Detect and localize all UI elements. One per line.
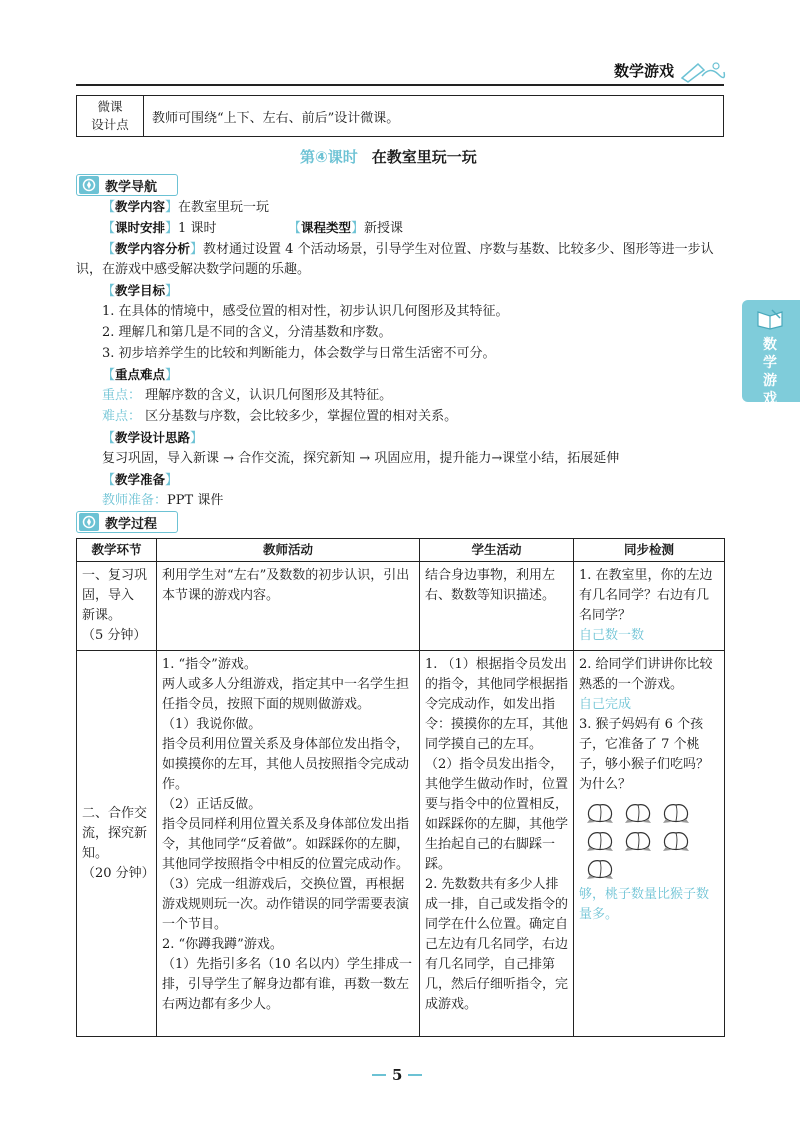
page-number bbox=[372, 1066, 422, 1084]
stage-line: （20 分钟） bbox=[82, 865, 155, 881]
micro-lesson-label bbox=[77, 96, 144, 136]
content-tag: 教学内容 bbox=[115, 199, 166, 214]
check-answer: 自己数一数 bbox=[579, 628, 645, 643]
guide-schedule: 【课时安排】1 课时 bbox=[102, 220, 217, 236]
type-tag: 课程类型 bbox=[301, 220, 352, 235]
stage-line: 二、合作交 bbox=[82, 805, 148, 821]
goal-item: 2. 理解几和第几是不同的含义，分清基数和序数。 bbox=[102, 325, 392, 340]
schedule-tag: 课时安排 bbox=[115, 220, 166, 235]
check-cell bbox=[574, 651, 725, 1037]
stage-line: 流，探究新 bbox=[82, 825, 148, 841]
teacher-text: （2）正话反做。 bbox=[162, 797, 262, 812]
lesson-name: 在教室里玩一玩 bbox=[371, 148, 477, 166]
student-cell bbox=[420, 651, 574, 1037]
guide-type: 【课程类型】新授课 bbox=[288, 220, 404, 236]
footer-dash bbox=[408, 1074, 422, 1076]
guide-prep bbox=[102, 490, 223, 511]
check-text: 1. 在教室里，你的左边有几名同学？右边有几名同学？ bbox=[579, 568, 713, 623]
table-header-cell: 学生活动 bbox=[420, 539, 574, 562]
design-tag: 教学设计思路 bbox=[115, 430, 191, 445]
stage-line: 新课。 bbox=[82, 608, 122, 623]
micro-label-line1: 微课 bbox=[97, 99, 123, 114]
stage-line: 知。 bbox=[82, 845, 109, 861]
schedule-text: 1 课时 bbox=[178, 221, 217, 236]
stage-cell bbox=[77, 651, 157, 1037]
guide-key-point bbox=[102, 385, 392, 406]
guide-analysis-line2: 识，在游戏中感受解决数学问题的乐趣。 bbox=[76, 262, 311, 277]
content-text: 在教室里玩一玩 bbox=[178, 200, 270, 215]
section-process-heading bbox=[76, 512, 178, 532]
compass-icon bbox=[79, 513, 99, 531]
hard-label: 难点： bbox=[102, 409, 142, 424]
lesson-number: 第④课时 bbox=[300, 148, 358, 166]
goal-item: 1. 在具体的情境中，感受位置的相对性，初步认识几何图形及其特征。 bbox=[102, 304, 509, 319]
student-cell bbox=[420, 562, 574, 651]
peach-icon bbox=[585, 801, 615, 825]
teacher-text: （1）先指引多名（10 名以内）学生排成一排，引导学生了解身边都有谁，再数一数左右两边都有多少人。 bbox=[162, 957, 412, 1012]
student-text: 2. 先数数共有多少人排成一排，自己或发指令的同学在什么位置。确定自己左边有几名同学，右边有几名同学，自己排第几，然后仔细听指令，完成游戏。 bbox=[425, 877, 569, 1012]
teacher-text: 指令员同样利用位置关系及身体部位发出指令，其他同学“反着做”。如踩踩你的左脚，其他同学按照指令中相反的位置完成动作。 bbox=[162, 817, 410, 872]
pencil-doodle-icon bbox=[680, 58, 726, 84]
stage-line: （5 分钟） bbox=[82, 628, 147, 643]
section-guide-title: 教学导航 bbox=[105, 179, 158, 195]
prep-text: PPT 课件 bbox=[167, 493, 224, 508]
guide-prep-heading: 【教学准备】 bbox=[102, 472, 179, 488]
teacher-text: 2. “你蹲我蹲”游戏。 bbox=[162, 937, 283, 952]
footer-dash bbox=[372, 1074, 386, 1076]
analysis-tag: 教学内容分析 bbox=[115, 241, 191, 256]
micro-lesson-table bbox=[76, 95, 724, 137]
key-label: 重点： bbox=[102, 388, 142, 403]
key-text: 理解序数的含义，认识几何图形及其特征。 bbox=[145, 388, 393, 403]
section-guide-heading bbox=[76, 175, 178, 195]
compass-icon bbox=[79, 176, 99, 194]
peach-icon bbox=[661, 801, 691, 825]
book-icon bbox=[756, 308, 784, 330]
table-header-cell: 教学环节 bbox=[77, 539, 157, 562]
peach-icon bbox=[585, 829, 615, 853]
table-row bbox=[77, 562, 725, 651]
student-text: （2）指令员发出指令，其他学生做动作时，位置要与指令中的位置相反，如踩踩你的左脚，其他学生抬起自己的右脚踩一踩。 bbox=[425, 757, 569, 872]
peach-icon bbox=[623, 829, 653, 853]
teacher-text: 利用学生对“左右”及数数的初步认识，引出本节课的游戏内容。 bbox=[162, 568, 410, 603]
guide-analysis-line1: 【教学内容分析】教材通过设置 4 个活动场景，引导学生对位置、序数与基数、比较多少、图形等进一步认 bbox=[102, 241, 714, 257]
table-row bbox=[77, 651, 725, 1037]
prep-label: 教师准备： bbox=[102, 493, 168, 508]
teacher-text: 指令员利用位置关系及身体部位发出指令，如摸摸你的左耳，其他人员按照指令完成动作。 bbox=[162, 737, 410, 792]
section-process-title: 教学过程 bbox=[105, 516, 158, 532]
teacher-text: 两人或多人分组游戏，指定其中一名学生担任指令员，按照下面的规则做游戏。 bbox=[162, 677, 410, 712]
teacher-cell bbox=[157, 651, 420, 1037]
goals-tag: 教学目标 bbox=[115, 283, 166, 298]
guide-hard-point bbox=[102, 406, 457, 427]
stage-line: 一、复习巩 bbox=[82, 568, 148, 583]
guide-goals-heading: 【教学目标】 bbox=[102, 283, 179, 299]
table-header-row bbox=[77, 539, 725, 562]
teacher-cell bbox=[157, 562, 420, 651]
table-header-cell: 教师活动 bbox=[157, 539, 420, 562]
micro-lesson-text: 教师可围绕“上下、左右、前后”设计微课。 bbox=[152, 110, 400, 126]
goal-item: 3. 初步培养学生的比较和判断能力，体会数学与日常生活密不可分。 bbox=[102, 346, 496, 361]
teacher-text: （3）完成一组游戏后，交换位置，再根据游戏规则玩一次。动作错误的同学需要表演一个节目。 bbox=[162, 877, 410, 932]
side-tab-text: 数学游戏 bbox=[763, 337, 777, 407]
guide-design-heading: 【教学设计思路】 bbox=[102, 430, 204, 446]
teacher-text: （1）我说你做。 bbox=[162, 717, 262, 732]
prep-tag: 教学准备 bbox=[115, 472, 166, 487]
hard-text: 区分基数与序数，会比较多少，掌握位置的相对关系。 bbox=[145, 409, 458, 424]
guide-content: 【教学内容】在教室里玩一玩 bbox=[102, 199, 270, 215]
check-answer: 够，桃子数量比猴子数量多。 bbox=[579, 887, 710, 922]
lesson-title bbox=[300, 146, 477, 167]
micro-label-line2: 设计点 bbox=[91, 117, 129, 132]
header-title: 数学游戏 bbox=[614, 62, 675, 80]
peach-illustration bbox=[585, 801, 705, 881]
check-text: 2. 给同学们讲讲你比较熟悉的一个游戏。 bbox=[579, 657, 713, 692]
table-header-cell: 同步检测 bbox=[574, 539, 725, 562]
stage-cell bbox=[77, 562, 157, 651]
check-cell bbox=[574, 562, 725, 651]
student-text: 1. （1）根据指令员发出的指令，其他同学根据指令完成动作，如发出指令：摸摸你的左耳，其他同学摸自己的左耳。 bbox=[425, 657, 569, 752]
check-text: 3. 猴子妈妈有 6 个孩子，它准备了 7 个桃子，够小猴子们吃吗？为什么？ bbox=[579, 717, 710, 792]
peach-icon bbox=[585, 857, 615, 881]
page-number-text: 5 bbox=[392, 1066, 403, 1084]
key-tag: 重点难点 bbox=[115, 367, 166, 382]
side-tab bbox=[742, 300, 800, 407]
analysis-text-1: 教材通过设置 4 个活动场景，引导学生对位置、序数与基数、比较多少、图形等进一步认 bbox=[203, 242, 714, 257]
student-text: 结合身边事物，利用左右、数数等知识描述。 bbox=[425, 568, 556, 603]
stage-line: 固，导入 bbox=[82, 588, 135, 603]
type-text: 新授课 bbox=[364, 221, 404, 236]
header-rule bbox=[76, 84, 724, 86]
check-answer: 自己完成 bbox=[579, 697, 632, 712]
teacher-text: 1. “指令”游戏。 bbox=[162, 657, 257, 672]
peach-icon bbox=[623, 801, 653, 825]
process-table bbox=[76, 538, 725, 1037]
guide-design-text: 复习巩固，导入新课 → 合作交流，探究新知 → 巩固应用，提升能力→课堂小结，拓展延伸 bbox=[102, 451, 620, 466]
guide-key-heading: 【重点难点】 bbox=[102, 367, 179, 383]
peach-icon bbox=[661, 829, 691, 853]
